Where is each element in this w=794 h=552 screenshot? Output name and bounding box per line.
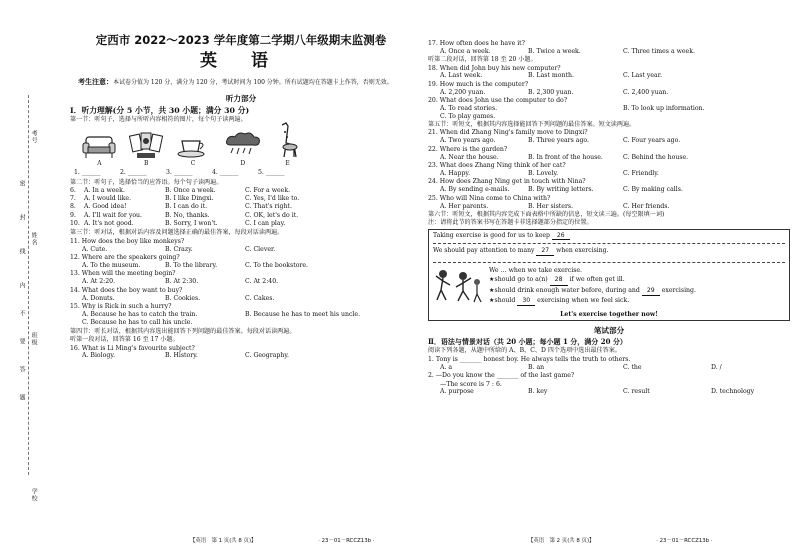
picture-label: C <box>190 160 196 168</box>
option-c: C. Behind the house. <box>623 153 689 161</box>
options-row <box>428 105 790 112</box>
blank-30: 30 <box>517 296 535 306</box>
table-line-26 <box>433 232 785 244</box>
options-row <box>428 137 790 144</box>
table-text: exercising when we feel sick. <box>537 297 630 305</box>
seal-word: 内 <box>18 282 26 289</box>
option-c: C. Because he has to call his uncle. <box>82 318 193 326</box>
picture-label: B <box>143 160 149 168</box>
option-c: C. OK, let's do it. <box>245 211 299 219</box>
picture-b <box>129 131 163 167</box>
question-text: 22. Where is the garden? <box>428 145 508 153</box>
option-b: B. Lovely. <box>528 169 559 177</box>
exam-notice <box>78 77 408 87</box>
option-a: A. I would like. <box>84 195 132 203</box>
option-c: C. That's right. <box>245 203 292 211</box>
option-a: A. Last week. <box>440 72 483 80</box>
question-text: 14. What does the boy want to buy? <box>70 286 183 294</box>
question-number: 9. <box>70 211 76 219</box>
options-row <box>70 319 412 326</box>
option-b: B. History. <box>165 352 198 360</box>
cards-icon <box>129 131 163 159</box>
class-label: 班级 <box>30 332 38 346</box>
section4-intro: 第四节：听长对话，根据其内容选出能回答下列问题的最佳答案。每段对话读两遍。 <box>70 327 296 335</box>
picture-label: E <box>285 160 290 168</box>
binding-cut-line <box>28 95 29 475</box>
option-c: C. I can play. <box>245 220 286 228</box>
table-line-30 <box>489 296 696 306</box>
answer-blanks-1-5 <box>74 169 304 176</box>
seal-word: 要 <box>18 338 26 345</box>
option-c: C. To play games. <box>440 112 496 120</box>
question-text: 24. How does Zhang Ning get in touch with Nina? <box>428 178 586 186</box>
question-text: 25. Who will Nina come to China with? <box>428 194 551 202</box>
question-reply: —The score is 7 : 6. <box>440 380 502 388</box>
options-row <box>428 186 790 193</box>
option-a: A. Good idea! <box>84 203 127 211</box>
table-line-29 <box>489 286 696 296</box>
option-a: A. Because he has to catch the train. <box>82 310 198 318</box>
blank-26: 26 <box>552 232 570 240</box>
page-right <box>428 40 790 546</box>
table-divider <box>433 262 785 263</box>
option-b: B. Crazy. <box>165 245 193 253</box>
question-text: 16. What is Li Ming's favourite subject? <box>70 344 195 352</box>
option-a: A. purpose <box>440 388 474 396</box>
option-b: B. Once a week. <box>165 186 216 194</box>
option-b: B. key <box>528 388 548 396</box>
question-row <box>70 187 412 194</box>
option-d: D. / <box>711 363 722 371</box>
options-row <box>428 364 790 371</box>
question-text: 20. What does John use the computer to do? <box>428 97 568 105</box>
options-row <box>428 170 790 177</box>
question-row <box>70 195 412 202</box>
table-slogan: Let's exercise together now! <box>560 310 658 318</box>
table-text: exercising. <box>661 286 696 294</box>
options-row <box>428 203 790 210</box>
options-row <box>70 295 412 302</box>
options-row <box>428 113 790 120</box>
table-text: We should pay attention to many <box>433 247 535 255</box>
giraffe-icon <box>276 121 300 159</box>
exam-number-label: 考号 <box>30 130 38 144</box>
subject-title: 英 语 <box>200 50 282 71</box>
question-text: 21. When did Zhang Ning's family move to Dingxi? <box>428 129 588 137</box>
options-row <box>70 262 412 269</box>
section1-intro: 第一节：听句子，选择与所听内容相符的图片，每个句子读两遍。 <box>70 116 247 124</box>
option-b: B. an <box>528 363 545 371</box>
options-row <box>428 154 790 161</box>
table-text: when exercising. <box>556 247 609 255</box>
option-a: A. Near the house. <box>440 153 499 161</box>
question-number: 10. <box>70 220 80 228</box>
table-text: We … when we take exercise. <box>489 267 583 275</box>
option-a: A. At 2:20. <box>82 278 116 286</box>
option-b: B. Three years ago. <box>528 137 590 145</box>
answer-blank: 1. ______ <box>74 169 101 177</box>
options-row <box>428 89 790 96</box>
option-a: A. Donuts. <box>82 294 115 302</box>
option-a: A. Happy. <box>440 169 471 177</box>
exercise-kids-icon <box>433 268 483 304</box>
sofa-icon <box>82 133 116 159</box>
page-footer-left <box>190 538 375 544</box>
table-text: ★should go to a(n) <box>489 276 548 284</box>
answer-blank: 5. ______ <box>258 169 285 177</box>
answer-blank: 3. ______ <box>166 169 193 177</box>
option-a: A. Her parents. <box>440 202 489 210</box>
option-c: C. Three times a week. <box>623 47 695 55</box>
seal-word: 题 <box>18 394 26 401</box>
option-b: B. Her sisters. <box>528 202 574 210</box>
question-text: 1. Tony is _______ honest boy. He always tells the truth to others. <box>428 355 631 363</box>
option-b: B. At 2:30. <box>165 278 199 286</box>
exercise-info-table <box>428 229 790 321</box>
question-number: 6. <box>70 186 76 194</box>
section5-items <box>428 129 790 209</box>
section2-intro: 第二节：听句子，选择恰当的应答语。每个句子读两遍。 <box>70 178 223 186</box>
option-c: C. Yes, I'd like to. <box>245 195 300 203</box>
option-a: A. I'll wait for you. <box>84 211 143 219</box>
seal-word: 线 <box>18 248 26 255</box>
picture-e <box>276 121 300 167</box>
picture-c <box>176 137 210 167</box>
section4-sub: 听第一段对话，回答第 16 至 17 小题。 <box>70 336 179 344</box>
school-label: 学校 <box>30 488 38 502</box>
option-c: C. the <box>623 363 642 371</box>
option-a: A. By sending e-mails. <box>440 186 510 194</box>
option-b: B. By writing letters. <box>528 186 594 194</box>
table-line-28 <box>489 275 696 285</box>
question-number: 7. <box>70 195 76 203</box>
picture-options <box>76 127 306 167</box>
option-c: C. Friendly. <box>623 169 659 177</box>
binding-strip <box>0 0 40 552</box>
option-b: B. No, thanks. <box>165 211 210 219</box>
answer-blank: 2. ______ <box>120 169 147 177</box>
option-b: B. To the library. <box>165 261 218 269</box>
option-b: B. Last month. <box>528 72 574 80</box>
option-c: C. 2,400 yuan. <box>623 88 669 96</box>
option-c: C. result <box>623 388 650 396</box>
notice-text: 本试卷分值为 120 分，满分为 120 分，考试时间为 100 分钟。所有试题均在答题卡上作答，否则无效。 <box>113 78 393 86</box>
footer-code: · 23－01－RCCZ13b · <box>656 537 713 544</box>
option-c: C. Her friends. <box>623 202 670 210</box>
option-b: B. 2,300 yuan. <box>528 88 574 96</box>
option-a: A. In a week. <box>84 186 125 194</box>
written-section-title: 笔试部分 <box>593 326 625 336</box>
answer-blank: 4. ______ <box>212 169 239 177</box>
option-c: C. At 2:40. <box>245 278 279 286</box>
footer-code: · 23－01－RCCZ13b · <box>318 537 375 544</box>
question-text: 2. —Do you know the _______ of the last game? <box>428 372 575 380</box>
table-text: ★should drink enough water before, during and <box>489 286 640 294</box>
option-a: A. It's not good. <box>84 220 134 228</box>
question-row <box>70 220 412 227</box>
section4-sub2: 听第二段对话，回答第 18 至 20 小题。 <box>428 56 537 64</box>
section5-intro: 第五节：听短文，根据其内容选择能回答下列问题的最佳答案。短文读两遍。 <box>428 121 636 129</box>
seal-word: 不 <box>18 310 26 317</box>
section6-intro: 第六节：听短文，根据其内容完成下面表格中所缺的信息，短文读三遍。(每空限填一词) <box>428 210 665 218</box>
notice-label: 考生注意： <box>78 76 113 86</box>
part2-intro: 阅读下列各题，从题中所给的 A、B、C、D 四个选项中选出最佳答案。 <box>428 347 621 355</box>
section3-intro: 第三节：听对话，根据对话内容及问题选择正确的最佳答案，每段对话读两遍。 <box>70 229 284 237</box>
question-text: 11. How does the boy like monkeys? <box>70 237 185 245</box>
option-d: D. technology <box>711 388 755 396</box>
question-text: 17. How often does he have it? <box>428 40 525 47</box>
option-b: B. In front of the house. <box>528 153 603 161</box>
page-footer-right <box>528 538 713 544</box>
table-line-27 <box>433 247 785 255</box>
picture-a <box>82 133 116 167</box>
option-c: C. Clever. <box>245 245 276 253</box>
table-text: if we often get ill. <box>569 276 625 284</box>
option-c: C. Four years ago. <box>623 137 681 145</box>
picture-label: D <box>240 160 246 168</box>
option-b: B. I like Dingxi. <box>165 195 214 203</box>
footer-text: 【英语 第 2 页(共 8 页)】 <box>528 537 595 544</box>
seal-word: 封 <box>18 214 26 221</box>
option-a: A. Two years ago. <box>440 137 496 145</box>
option-c: C. Cakes. <box>245 294 275 302</box>
question-text: 15. Why is Rick in such a hurry? <box>70 303 172 311</box>
question-row <box>70 212 412 219</box>
part1-title: Ⅰ．听力理解(分 5 小节，共 30 小题；满分 30 分) <box>70 105 250 115</box>
question-row <box>70 203 412 210</box>
page-left <box>70 34 412 546</box>
options-row <box>428 48 790 55</box>
option-b: B. Cookies. <box>165 294 201 302</box>
picture-d <box>223 131 263 167</box>
seal-word: 密 <box>18 180 26 187</box>
seal-word: 答 <box>18 366 26 373</box>
exam-title: 定西市 2022～2023 学年度第二学期八年级期末监测卷 <box>95 33 387 47</box>
table-text: Taking exercise is good for us to keep <box>433 232 550 240</box>
option-c: C. By making calls. <box>623 186 683 194</box>
options-row <box>428 388 790 395</box>
footer-text: 【英语 第 1 页(共 8 页)】 <box>190 537 257 544</box>
blank-29: 29 <box>642 286 660 296</box>
options-row <box>70 246 412 253</box>
option-b: B. Twice a week. <box>528 47 581 55</box>
option-b: B. To look up information. <box>623 104 705 112</box>
option-a: A. To read stories. <box>440 104 498 112</box>
option-b: B. Because he has to meet his uncle. <box>245 310 361 318</box>
option-a: A. 2,200 yuan. <box>440 88 486 96</box>
options-row <box>428 72 790 79</box>
blank-27: 27 <box>536 247 554 255</box>
question-number: 8. <box>70 203 76 211</box>
part2-title: Ⅱ．语法与情景对话（共 20 小题；每小题 1 分，满分 20 分） <box>428 337 627 347</box>
section3-items <box>70 238 412 326</box>
question-text: 18. When did John buy his new computer? <box>428 64 561 72</box>
question-text: 19. How much is the computer? <box>428 80 529 88</box>
listening-section-title: 听力部分 <box>225 94 257 103</box>
option-a: A. To the museum. <box>82 261 141 269</box>
question-text: 23. What does Zhang Ning think of her cat? <box>428 162 566 170</box>
table-body <box>489 266 696 306</box>
option-c: C. To the bookstore. <box>245 261 309 269</box>
option-a: A. Biology. <box>82 352 115 360</box>
table-text: ★should <box>489 297 516 305</box>
option-a: A. Cute. <box>82 245 108 253</box>
options-row <box>70 278 412 285</box>
option-c: C. For a week. <box>245 186 291 194</box>
picture-label: A <box>97 160 102 168</box>
option-c: C. Last year. <box>623 72 662 80</box>
option-c: C. Geography. <box>245 352 289 360</box>
option-a: A. a <box>440 363 453 371</box>
section2-items <box>70 187 412 228</box>
option-b: B. Sorry, I won't. <box>165 220 218 228</box>
options-row <box>70 311 412 318</box>
question-text: 12. Where are the speakers going? <box>70 254 180 262</box>
option-a: A. Once a week. <box>440 47 491 55</box>
options-row <box>70 352 412 359</box>
option-b: B. I can do it. <box>165 203 208 211</box>
question-text: 13. When will the meeting begin? <box>70 270 176 278</box>
section6-note: 注：请将此节的答案书写在答题卡非选择题部分指定的位置。 <box>428 219 593 226</box>
teacup-icon <box>176 137 210 159</box>
blank-28: 28 <box>550 275 568 285</box>
rain-cloud-icon <box>223 131 263 159</box>
name-label: 姓名 <box>30 232 38 246</box>
